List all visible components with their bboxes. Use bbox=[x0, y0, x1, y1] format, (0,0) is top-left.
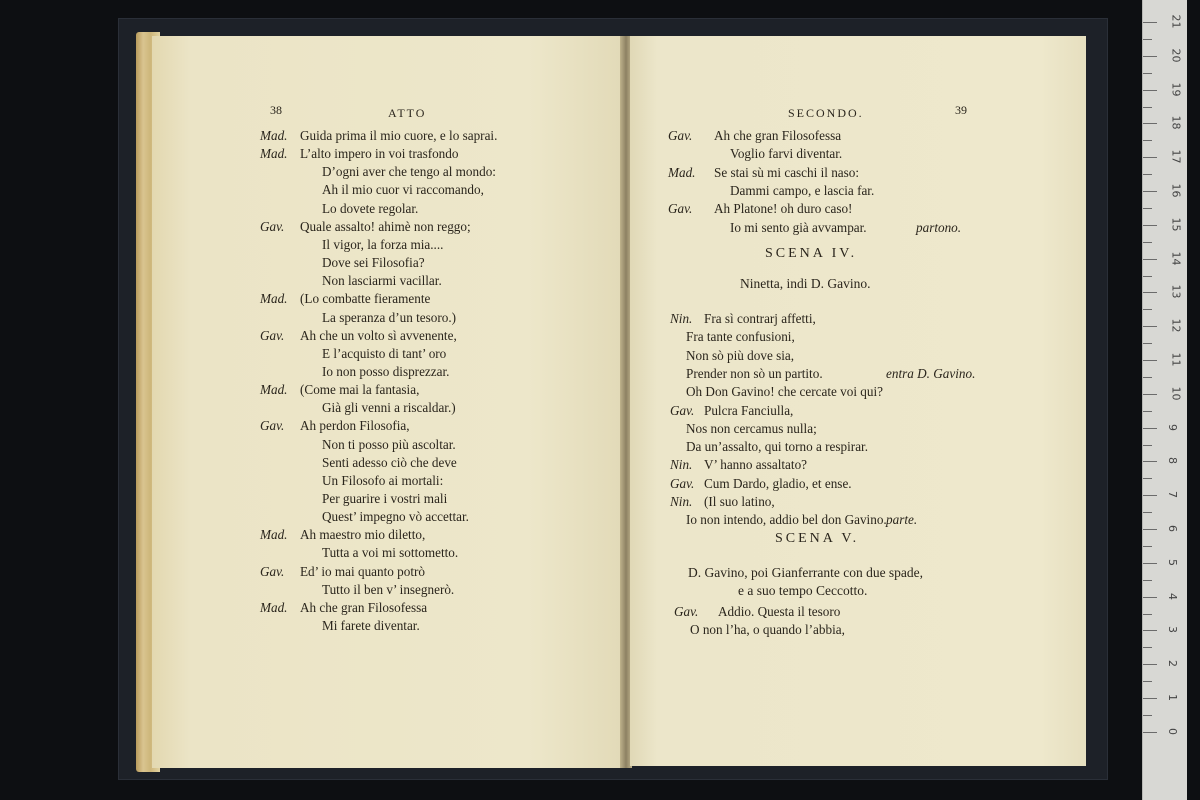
verse-line: Dammi campo, e lascia far. bbox=[730, 182, 875, 198]
verse-line: Un Filosofo ai mortali: bbox=[322, 472, 444, 488]
speaker-name: Gav. bbox=[674, 604, 699, 619]
ruler-number: 4 bbox=[1166, 592, 1179, 600]
ruler-tick bbox=[1143, 22, 1157, 23]
page-number-right: 39 bbox=[955, 103, 967, 117]
ruler-tick bbox=[1143, 276, 1152, 277]
verse-line: Fra tante confusioni, bbox=[686, 329, 795, 345]
ruler-tick bbox=[1143, 664, 1157, 665]
verse-line: Ah che un volto sì avvenente, bbox=[300, 327, 457, 343]
ruler-tick bbox=[1143, 681, 1152, 682]
ruler-tick bbox=[1143, 529, 1157, 530]
ruler-tick bbox=[1143, 174, 1152, 175]
stage-direction: entra D. Gavino. bbox=[886, 365, 976, 381]
ruler-tick bbox=[1143, 90, 1157, 91]
verse-line: Quest’ impegno vò accettar. bbox=[322, 509, 469, 525]
ruler-tick bbox=[1143, 428, 1157, 429]
verse-line: Lo dovete regolar. bbox=[322, 200, 419, 216]
verse-line: Ed’ io mai quanto potrò bbox=[300, 563, 426, 579]
speaker-name: Nin. bbox=[670, 494, 693, 509]
ruler-tick bbox=[1143, 394, 1157, 395]
scene-iv-title: SCENA IV. bbox=[765, 246, 858, 261]
speaker-name: Gav. bbox=[668, 201, 693, 217]
verse-line: Fra sì contrarj affetti, bbox=[704, 311, 816, 326]
ruler-tick bbox=[1143, 208, 1152, 209]
running-head-left: ATTO bbox=[388, 106, 427, 120]
verse-line: Guida prima il mio cuore, e lo saprai. bbox=[300, 128, 498, 143]
verse-line: E l’acquisto di tant’ oro bbox=[322, 345, 447, 361]
verse-line: Prender non sò un partito. bbox=[686, 365, 823, 381]
ruler-number: 14 bbox=[1169, 251, 1183, 266]
ruler-tick bbox=[1143, 191, 1157, 192]
verse-line: L’alto impero in voi trasfondo bbox=[300, 146, 459, 162]
ruler-number: 7 bbox=[1166, 491, 1179, 499]
scene-v-cast-line-1: D. Gavino, poi Gianferrante con due spade, bbox=[688, 565, 924, 580]
speaker-name: Mad. bbox=[260, 527, 288, 543]
ruler-tick bbox=[1143, 445, 1152, 446]
ruler-number: 17 bbox=[1169, 149, 1183, 164]
ruler-number: 12 bbox=[1169, 318, 1183, 333]
speaker-name: Mad. bbox=[260, 128, 288, 143]
ruler-tick bbox=[1143, 360, 1157, 361]
verse-line: Nos non cercamus nulla; bbox=[686, 420, 817, 436]
ruler-tick bbox=[1143, 732, 1157, 733]
verse-line: (Lo combatte fieramente bbox=[300, 291, 431, 307]
verse-line: Addio. Questa il tesoro bbox=[718, 604, 841, 619]
verse-line: Ah Platone! oh duro caso! bbox=[714, 201, 853, 217]
speaker-name: Mad. bbox=[668, 164, 696, 180]
ruler-tick bbox=[1143, 39, 1152, 40]
verse-line: Per guarire i vostri mali bbox=[322, 491, 448, 506]
speaker-name: Nin. bbox=[670, 311, 693, 326]
ruler-tick bbox=[1143, 123, 1157, 124]
ruler-number: 5 bbox=[1166, 558, 1179, 566]
ruler-number: 15 bbox=[1169, 217, 1183, 232]
verse-line: (Come mai la fantasia, bbox=[300, 382, 420, 398]
speaker-name: Gav. bbox=[260, 563, 285, 579]
ruler-tick bbox=[1143, 225, 1157, 226]
ruler-tick bbox=[1143, 157, 1157, 158]
measurement-ruler bbox=[1142, 0, 1187, 800]
verse-line: Non ti posso più ascoltar. bbox=[322, 436, 456, 452]
scene-iv-cast: Ninetta, indi D. Gavino. bbox=[740, 276, 871, 291]
scene-v-title: SCENA V. bbox=[775, 531, 860, 546]
ruler-number: 21 bbox=[1169, 14, 1183, 29]
ruler-number: 11 bbox=[1169, 352, 1183, 367]
speaker-name: Gav. bbox=[670, 402, 695, 418]
verse-line: Ah il mio cuor vi raccomando, bbox=[322, 182, 484, 198]
ruler-number: 10 bbox=[1169, 386, 1183, 401]
ruler-number: 2 bbox=[1166, 660, 1179, 668]
ruler-number: 1 bbox=[1166, 694, 1179, 701]
verse-line: Io non posso disprezzar. bbox=[322, 363, 450, 379]
ruler-number: 0 bbox=[1166, 727, 1179, 735]
verse-line: Non lasciarmi vacillar. bbox=[322, 273, 442, 289]
speaker-name: Mad. bbox=[260, 146, 288, 162]
verse-line: D’ogni aver che tengo al mondo: bbox=[322, 164, 496, 180]
ruler-number: 16 bbox=[1169, 183, 1183, 198]
speaker-name: Nin. bbox=[670, 457, 693, 473]
verse-line: Tutto il ben v’ insegnerò. bbox=[322, 581, 455, 597]
ruler-number: 3 bbox=[1166, 626, 1179, 634]
ruler-tick bbox=[1143, 478, 1152, 479]
speaker-name: Gav. bbox=[670, 475, 695, 491]
ruler-tick bbox=[1143, 343, 1152, 344]
ruler-tick bbox=[1143, 495, 1157, 496]
verse-line: Ah che gran Filosofessa bbox=[300, 599, 428, 615]
speaker-name: Gav. bbox=[260, 327, 285, 343]
ruler-tick bbox=[1143, 630, 1157, 631]
speaker-name: Mad. bbox=[260, 291, 288, 307]
right-page bbox=[630, 36, 1086, 766]
verse-line: Mi farete diventar. bbox=[322, 618, 420, 634]
verse-line: Voglio farvi diventar. bbox=[730, 146, 843, 162]
verse-line: Ah maestro mio diletto, bbox=[300, 527, 426, 543]
verse-line: Io mi sento già avvampar. bbox=[730, 219, 867, 235]
ruler-tick bbox=[1143, 242, 1152, 243]
ruler-tick bbox=[1143, 580, 1152, 581]
verse-line: Quale assalto! ahimè non reggo; bbox=[300, 218, 471, 234]
ruler-tick bbox=[1143, 292, 1157, 293]
ruler-tick bbox=[1143, 377, 1152, 378]
ruler-tick bbox=[1143, 698, 1157, 699]
verse-line: Oh Don Gavino! che cercate voi qui? bbox=[686, 384, 884, 400]
ruler-tick bbox=[1143, 140, 1152, 141]
ruler-tick bbox=[1143, 546, 1152, 547]
verse-line: Se stai sù mi caschi il naso: bbox=[714, 164, 860, 180]
verse-line: Pulcra Fanciulla, bbox=[704, 402, 794, 418]
ruler-number: 13 bbox=[1169, 284, 1183, 299]
ruler-number: 6 bbox=[1166, 525, 1179, 532]
ruler-tick bbox=[1143, 56, 1157, 57]
ruler-tick bbox=[1143, 597, 1157, 598]
verse-line: Da un’assalto, qui torno a respirar. bbox=[686, 439, 869, 455]
ruler-tick bbox=[1143, 411, 1152, 412]
left-page bbox=[152, 36, 622, 768]
ruler-tick bbox=[1143, 73, 1152, 74]
ruler-number: 8 bbox=[1166, 457, 1179, 465]
ruler-number: 9 bbox=[1166, 423, 1179, 431]
ruler-tick bbox=[1143, 309, 1152, 310]
speaker-name: Mad. bbox=[260, 599, 288, 615]
verse-line: (Il suo latino, bbox=[704, 494, 775, 509]
ruler-number: 20 bbox=[1169, 48, 1183, 63]
ruler-tick bbox=[1143, 563, 1157, 564]
ruler-tick bbox=[1143, 512, 1152, 513]
speaker-name: Gav. bbox=[668, 128, 693, 143]
verse-line: O non l’ha, o quando l’abbia, bbox=[690, 622, 845, 638]
verse-line: Io non intendo, addio bel don Gavino. bbox=[686, 512, 887, 528]
verse-line: Il vigor, la forza mia.... bbox=[322, 236, 444, 252]
verse-line: V’ hanno assaltato? bbox=[704, 457, 808, 473]
running-head-right: SECONDO. bbox=[788, 106, 864, 120]
verse-line: Tutta a voi mi sottometto. bbox=[322, 545, 459, 561]
verse-line: Dove sei Filosofia? bbox=[322, 255, 425, 271]
speaker-name: Mad. bbox=[260, 382, 288, 398]
verse-line: Non sò più dove sia, bbox=[686, 347, 795, 363]
verse-line: Cum Dardo, gladio, et ense. bbox=[704, 475, 852, 491]
ruler-tick bbox=[1143, 461, 1157, 462]
verse-line: Ah perdon Filosofia, bbox=[300, 418, 410, 434]
ruler-number: 18 bbox=[1169, 115, 1183, 130]
ruler-tick bbox=[1143, 614, 1152, 615]
page-number-left: 38 bbox=[270, 103, 282, 117]
verse-line: Senti adesso ciò che deve bbox=[322, 454, 457, 470]
ruler-tick bbox=[1143, 715, 1152, 716]
ruler-tick bbox=[1143, 647, 1152, 648]
stage-direction: partono. bbox=[916, 219, 962, 235]
ruler-tick bbox=[1143, 107, 1152, 108]
stage-direction: parte. bbox=[886, 512, 918, 528]
ruler-tick bbox=[1143, 326, 1157, 327]
verse-line: Già gli venni a riscaldar.) bbox=[322, 400, 456, 416]
ruler-number: 19 bbox=[1169, 82, 1183, 97]
ruler-tick bbox=[1143, 259, 1157, 260]
speaker-name: Gav. bbox=[260, 218, 285, 234]
speaker-name: Gav. bbox=[260, 418, 285, 434]
scene-v-cast-line-2: e a suo tempo Ceccotto. bbox=[738, 583, 868, 598]
verse-line: La speranza d’un tesoro.) bbox=[322, 309, 457, 325]
verse-line: Ah che gran Filosofessa bbox=[714, 128, 842, 143]
